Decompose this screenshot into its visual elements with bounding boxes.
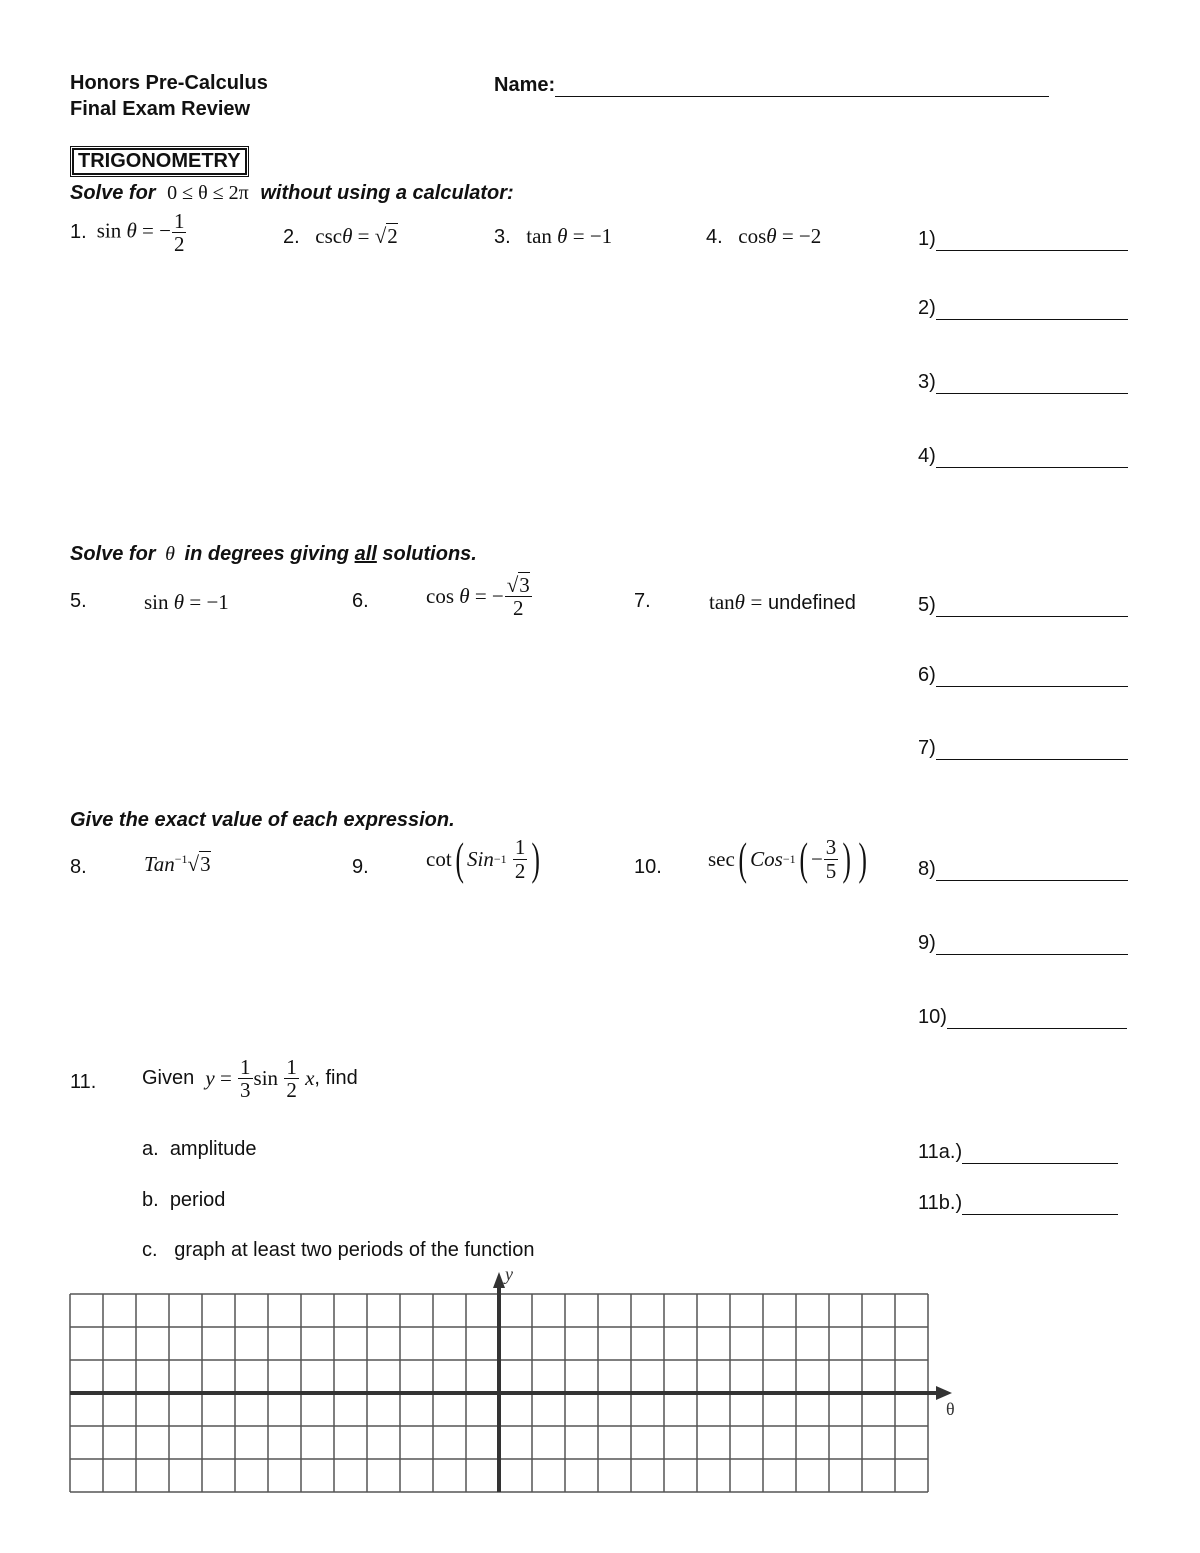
problem-5-number: 5. xyxy=(70,590,87,612)
denominator: 2 xyxy=(286,1078,297,1103)
part-text: amplitude xyxy=(169,1138,257,1160)
func-name: tan xyxy=(709,590,735,614)
answer-4[interactable] xyxy=(918,445,1128,468)
instr-text: Solve for xyxy=(70,543,156,565)
course-title: Honors Pre-Calculus xyxy=(70,72,268,94)
problem-11-prompt xyxy=(142,1056,358,1101)
problem-7-number: 7. xyxy=(634,590,651,612)
theta: θ xyxy=(126,218,137,243)
part2-instruction xyxy=(70,543,477,566)
answer-11a[interactable] xyxy=(918,1141,1118,1164)
denominator: 3 xyxy=(240,1078,251,1103)
instr-emphasis: all xyxy=(354,543,377,565)
theta: θ xyxy=(173,590,185,614)
name-line[interactable] xyxy=(555,72,1049,97)
answer-9[interactable] xyxy=(918,932,1128,955)
answer-label: 7) xyxy=(918,737,936,759)
func-name: sin xyxy=(96,218,122,243)
part-c xyxy=(142,1239,534,1262)
y-var: y xyxy=(205,1066,215,1091)
answer-11b[interactable] xyxy=(918,1192,1118,1215)
denominator: 2 xyxy=(513,596,524,621)
answer-line[interactable] xyxy=(936,447,1128,468)
answer-label: 3) xyxy=(918,371,936,393)
minus: − xyxy=(810,846,823,871)
answer-label: 9) xyxy=(918,932,936,954)
theta: θ xyxy=(557,224,568,248)
answer-line[interactable] xyxy=(936,860,1128,881)
minus: − xyxy=(491,584,504,609)
equals: = xyxy=(189,590,202,614)
answer-line[interactable] xyxy=(947,1008,1127,1029)
radicand: 2 xyxy=(387,224,398,248)
fraction xyxy=(238,1056,253,1101)
equals: = xyxy=(142,218,154,243)
answer-line[interactable] xyxy=(936,739,1128,760)
instr-text: without using a calculator: xyxy=(260,182,514,204)
paren: ( xyxy=(799,833,808,884)
fraction xyxy=(505,574,532,619)
numerator: 1 xyxy=(514,835,526,860)
numerator: 1 xyxy=(240,1055,251,1079)
answer-line[interactable] xyxy=(936,373,1128,394)
answer-label: 5) xyxy=(918,594,936,616)
inner-func: Cos xyxy=(750,846,783,871)
answer-line[interactable] xyxy=(936,596,1128,617)
x-axis-arrow xyxy=(936,1386,952,1400)
minus: − xyxy=(159,218,171,243)
inverse-exponent: −1 xyxy=(782,851,796,866)
part-text: graph at least two periods of the function xyxy=(174,1239,535,1261)
part-text: period xyxy=(169,1189,226,1211)
answer-label: 2) xyxy=(918,297,936,319)
answer-6[interactable] xyxy=(918,664,1128,687)
func-name: cos xyxy=(426,584,454,609)
x-axis-label: θ xyxy=(946,1399,955,1419)
graph-grid[interactable] xyxy=(60,1264,970,1504)
fraction xyxy=(172,210,187,255)
name-field[interactable] xyxy=(494,72,1049,97)
theta: θ xyxy=(734,590,745,614)
equation xyxy=(97,210,188,255)
instr-text: Solve for xyxy=(70,182,156,204)
outer-func: cot xyxy=(426,846,452,871)
problem-8-number: 8. xyxy=(70,856,87,878)
part-letter: c. xyxy=(142,1239,158,1261)
func-name: cos xyxy=(738,224,767,248)
answer-label: 1) xyxy=(918,228,936,250)
fraction xyxy=(284,1056,299,1101)
radicand: 3 xyxy=(200,852,211,876)
paren: ( xyxy=(455,833,464,884)
rhs-value: undefined xyxy=(767,592,856,614)
x-var: x xyxy=(305,1066,315,1091)
y-axis-arrow xyxy=(493,1272,505,1288)
review-title: Final Exam Review xyxy=(70,98,251,120)
numerator: 1 xyxy=(286,1055,297,1079)
equation xyxy=(738,224,821,248)
denominator: 2 xyxy=(173,232,185,257)
answer-2[interactable] xyxy=(918,297,1128,320)
paren: ( xyxy=(738,833,747,884)
problem-3 xyxy=(494,224,612,249)
function-equation xyxy=(205,1056,314,1101)
denominator: 5 xyxy=(825,858,837,883)
problem-number: 2. xyxy=(283,226,300,248)
answer-label: 11b.) xyxy=(918,1192,963,1214)
answer-5[interactable] xyxy=(918,594,1128,617)
equation xyxy=(526,224,612,248)
rhs-value: −1 xyxy=(589,224,613,248)
theta: θ xyxy=(766,224,777,248)
problem-5-equation xyxy=(144,590,229,615)
part3-instruction: Give the exact value of each expression. xyxy=(70,809,455,831)
answer-line[interactable] xyxy=(936,666,1128,687)
paren: ) xyxy=(858,833,867,884)
instr-text: solutions. xyxy=(382,543,477,565)
theta: θ xyxy=(459,584,470,609)
answer-label: 10) xyxy=(918,1006,947,1028)
equals: = xyxy=(781,224,794,248)
func-name: Tan xyxy=(144,852,175,876)
equals: = xyxy=(572,224,585,248)
answer-line[interactable] xyxy=(936,299,1128,320)
answer-line[interactable] xyxy=(936,934,1128,955)
paren: ) xyxy=(531,833,541,884)
theta: θ xyxy=(342,224,353,248)
range-expression: 0 ≤ θ ≤ 2π xyxy=(167,182,249,204)
outer-func: sec xyxy=(708,846,735,871)
answer-label: 6) xyxy=(918,664,936,686)
answer-1[interactable] xyxy=(918,228,1128,251)
answer-line[interactable] xyxy=(936,230,1128,251)
problem-10-number: 10. xyxy=(634,856,662,878)
answer-3[interactable] xyxy=(918,371,1128,394)
denominator: 2 xyxy=(514,858,526,883)
answer-8[interactable] xyxy=(918,858,1128,881)
given-text: Given xyxy=(142,1067,195,1090)
numerator: √3 xyxy=(506,573,530,597)
equals: = xyxy=(357,224,370,248)
func-name: tan xyxy=(526,224,552,248)
answer-10[interactable] xyxy=(918,1006,1127,1029)
fraction xyxy=(513,836,528,881)
answer-line[interactable] xyxy=(962,1143,1118,1164)
radicand: 3 xyxy=(519,573,530,597)
part-letter: a. xyxy=(142,1138,159,1160)
answer-label: 4) xyxy=(918,445,936,467)
part1-instruction xyxy=(70,182,514,205)
problem-4 xyxy=(706,224,821,249)
fraction xyxy=(824,836,839,881)
problem-6-number: 6. xyxy=(352,590,369,612)
numerator: 1 xyxy=(173,209,185,233)
problem-9-expression xyxy=(426,833,544,884)
problem-8-expression: Tan$^{-1}$√3 xyxy=(144,852,211,876)
problem-7-equation xyxy=(709,590,856,615)
answer-label: 11a.) xyxy=(918,1141,963,1163)
section-title: TRIGONOMETRY xyxy=(72,148,247,175)
problem-2 xyxy=(283,224,398,249)
problem-10-expression xyxy=(708,833,870,884)
part-letter: b. xyxy=(142,1189,159,1211)
part-a xyxy=(142,1138,257,1161)
y-axis-label: y xyxy=(505,1264,513,1284)
problem-number: 3. xyxy=(494,226,511,248)
func-name: sin xyxy=(144,590,169,614)
equals: = xyxy=(474,584,487,609)
rhs-value: −1 xyxy=(206,590,229,614)
problem-number: 4. xyxy=(706,226,723,248)
answer-label: 8) xyxy=(918,858,936,880)
inverse-exponent: −1 xyxy=(174,852,188,866)
rhs-value: −2 xyxy=(798,224,822,248)
problem-1 xyxy=(70,210,187,255)
inverse-exponent: −1 xyxy=(493,851,507,866)
name-label: Name: xyxy=(494,74,556,96)
equals: = xyxy=(219,1066,232,1091)
func-name: sin xyxy=(253,1066,279,1091)
theta: θ xyxy=(165,543,175,565)
paren: ) xyxy=(842,833,852,884)
problem-9-number: 9. xyxy=(352,856,369,878)
equals: = xyxy=(750,590,763,614)
answer-line[interactable] xyxy=(962,1194,1118,1215)
instr-text: in degrees giving xyxy=(184,543,350,565)
numerator: 3 xyxy=(825,835,837,860)
equation: cscθ = √2 xyxy=(315,224,398,248)
inner-func: Sin xyxy=(466,846,494,871)
part-b xyxy=(142,1189,225,1212)
problem-number: 1. xyxy=(70,221,87,244)
find-text: , find xyxy=(314,1067,358,1090)
func-name: csc xyxy=(315,224,343,248)
problem-6-equation xyxy=(426,574,533,619)
problem-11-number: 11. xyxy=(70,1071,97,1093)
answer-7[interactable] xyxy=(918,737,1128,760)
